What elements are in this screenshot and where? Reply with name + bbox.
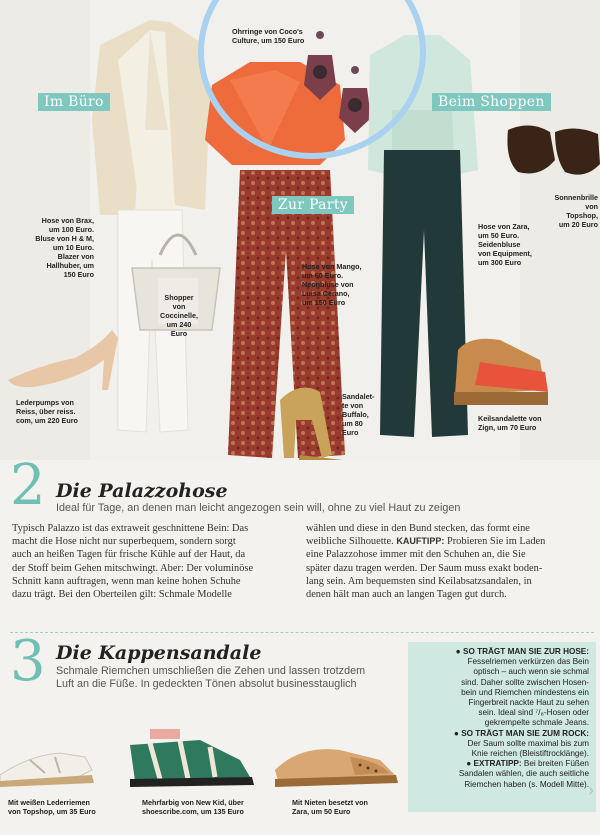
section-2-title: Die Palazzohose	[56, 480, 228, 502]
tag-zur-party: Zur Party	[272, 196, 354, 214]
caption-pumps: Lederpumps von Reiss, über reiss. com, um 220 Euro	[16, 398, 78, 425]
section-number-3: 3	[10, 629, 46, 694]
page-arrow-icon: ›	[588, 780, 594, 800]
tag-im-buero: Im Büro	[38, 93, 110, 111]
tips-box: ● SO TRÄGT MAN SIE ZUR HOSE: Fesselriemen verkürzen das Bein optisch – auch wenn sie schmal sind. Daher sollte zwischen Hosen- bein und Riemchen mindestens ein Fingerbreit nackte Haut zu sehen sein. Ideal sind ⁷/₈-Hosen oder gekrempelte schmale Jeans. ● SO TRÄGT MAN SIE ZUM ROCK: Der Saum sollte maximal bis zum Knie reichen (Bleistiftrocklänge). ● EXTRATIPP: Bei breiten Füßen Sandalen wählen, die auch seitliche Riemchen haben (s. Modell Mitte).	[408, 642, 596, 812]
section-2-subtitle: Ideal für Tage, an denen man leicht angezogen sein will, ohne zu viel Haut zu zeigen	[56, 502, 461, 514]
tip-head-hose: ● SO TRÄGT MAN SIE ZUR HOSE:	[455, 647, 589, 656]
caption-shopping-outfit: Hose von Zara, um 50 Euro. Seidenbluse von Equipment, um 300 Euro	[478, 222, 532, 267]
section-2-column-2: wählen und diese in den Bund stecken, das formt eine weibliche Silhouette. KAUFTIPP: Probieren Sie im Laden eine Palazzohose immer mit den Schuhen an, die Sie später dazu tragen werden. Der Saum muss exakt boden- lang sein. Am bequemsten sind Keilabsatzsandalen, in denen hält man auch an langen Tagen gut durch.	[306, 523, 546, 601]
caption-shopper: Shopper von Coccinelle, um 240 Euro	[160, 293, 198, 338]
white-sandal-image	[0, 753, 94, 787]
studded-sandal-image	[275, 749, 398, 787]
shoe-caption-3: Mit Nieten besetzt von Zara, um 50 Euro	[292, 798, 368, 816]
section-3-title: Die Kappensandale	[56, 642, 262, 664]
kauftipp-label: KAUFTIPP:	[396, 536, 445, 547]
multicolor-sandal-image	[130, 729, 254, 787]
caption-office-outfit: Hose von Brax, um 100 Euro. Bluse von H & M, um 10 Euro. Blazer von Hallhuber, um 150 Euro	[35, 216, 94, 279]
caption-wedge-sandal: Keilsandalette von Zign, um 70 Euro	[478, 414, 542, 432]
tip-head-extra: ● EXTRATIPP:	[466, 759, 522, 769]
shoe-caption-2: Mehrfarbig von New Kid, über shoescribe.com, um 135 Euro	[142, 798, 244, 816]
caption-party-outfit: Hose von Mango, um 60 Euro. Neonbluse von Luisa Cerano, um 150 Euro	[302, 262, 362, 307]
blazer-image	[92, 20, 210, 215]
caption-party-sandal: Sandalet- te von Buffalo, um 80 Euro	[342, 392, 375, 437]
tag-beim-shoppen: Beim Shoppen	[432, 93, 551, 111]
caption-sunglasses: Sonnenbrille von Topshop, um 20 Euro	[554, 193, 598, 229]
section-number-2: 2	[10, 453, 46, 518]
section-2-column-1: Typisch Palazzo ist das extraweit geschnittene Bein: Das macht die Hose nicht nur superbequem, sondern sorgt auch an heißen Tagen für frische Kühle auf der Haut, da der Stoff beim Gehen mitschwingt. Aber: Der voluminöse Schnitt kann auftragen, wenn man keine hohen Schuhe dazu trägt. Bei den Oberteilen gilt: Schmale Modelle	[12, 523, 254, 601]
section-divider	[10, 632, 594, 633]
caption-earrings: Ohrringe von Coco's Culture, um 150 Euro	[232, 27, 305, 45]
shoe-caption-1: Mit weißen Lederriemen von Topshop, um 35 Euro	[8, 798, 96, 816]
section-3-subtitle: Schmale Riemchen umschließen die Zehen und lassen trotzdem Luft an die Füße. In gedeckten Tönen absolut businesstauglich	[56, 665, 366, 690]
sandals-images	[0, 715, 405, 795]
tip-head-rock: ● SO TRÄGT MAN SIE ZUM ROCK:	[453, 728, 589, 738]
